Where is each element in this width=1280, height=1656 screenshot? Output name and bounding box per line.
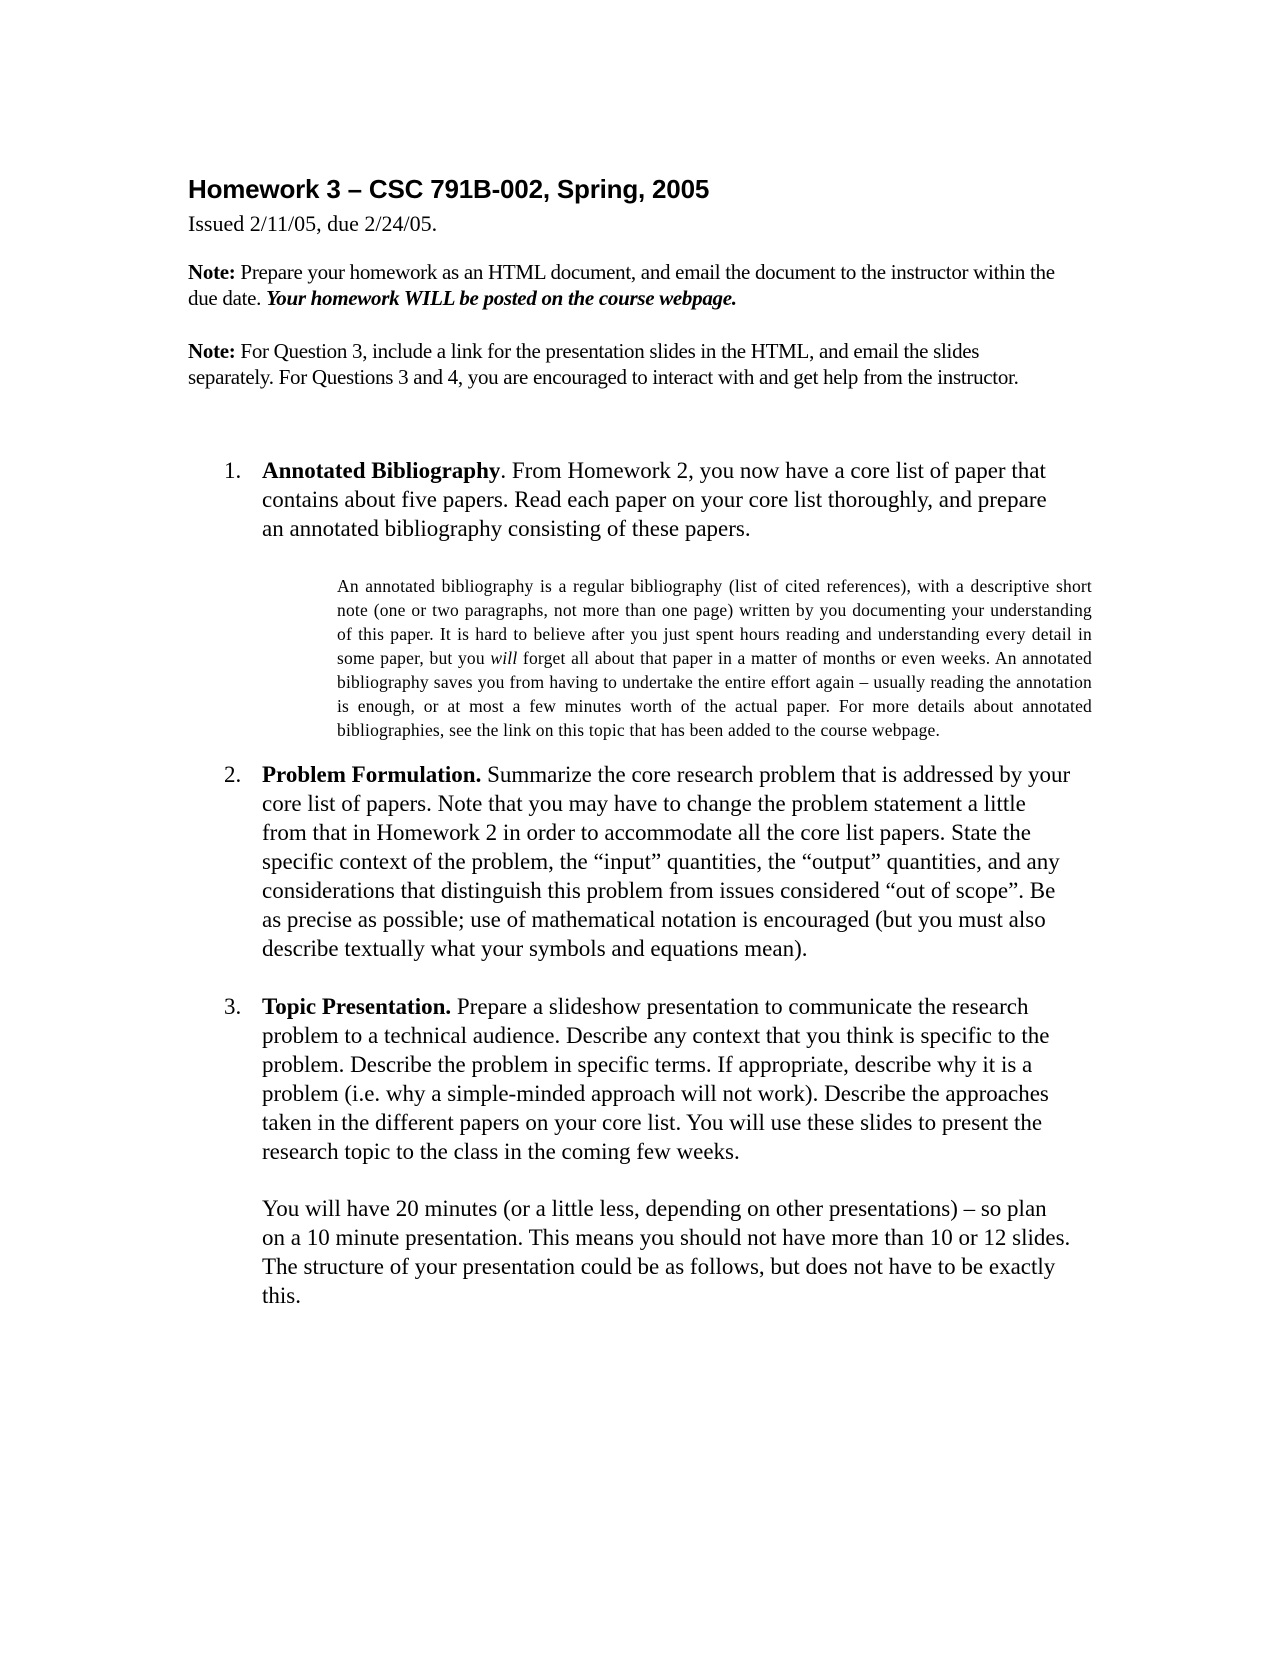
note-html-submission <box>188 259 1068 311</box>
question-heading: Problem Formulation. <box>262 762 482 787</box>
annotation-text-start: An annotated bibliography is a regular bibliography (list of cited references), with a descriptive short note (one or two paragraphs, not more than one page) written by you documenting your understanding of this paper. It is hard to believe after you just spent hours reading and understanding every detail in some paper, but you <box>337 576 1092 668</box>
question-list <box>224 456 1092 1310</box>
note-text: Prepare your homework as an HTML document, and email the document to the instructor within the due date. <box>188 260 1055 310</box>
question-body: Prepare a slideshow presentation to communicate the research problem to a technical audience. Describe any context that you think is specific to the problem. Describe the problem in specific terms. If appropriate, describe why it is a problem (i.e. why a simple-minded approach will not work). Describe the approaches taken in the different papers on your core list. You will use these slides to present the research topic to the class in the coming few weeks. <box>262 994 1050 1164</box>
note-emphasis: Your homework WILL be posted on the course webpage. <box>266 286 737 310</box>
page-title: Homework 3 – CSC 791B-002, Spring, 2005 <box>188 174 710 204</box>
annotation-text-end: forget all about that paper in a matter of months or even weeks. An annotated bibliography saves you from having to undertake the entire effort again – usually reading the annotation is enough, or at most a few minutes worth of the actual paper. For more details about annotated bibliographies, see the link on this topic that has been added to the course webpage. <box>337 648 1092 740</box>
question-text <box>262 456 1074 543</box>
question-body: Summarize the core research problem that is addressed by your core list of papers. Note that you may have to change the problem statement a little from that in Homework 2 in order to accommodate all the core list papers. State the specific context of the problem, the “input” quantities, the “output” quantities, and any considerations that distinguish this problem from issues considered “out of scope”. Be as precise as possible; use of mathematical notation is encouraged (but you must also describe textually what your symbols and equations mean). <box>262 762 1071 961</box>
annotation-emphasis: will <box>490 648 518 668</box>
question-problem-formulation <box>224 760 1084 963</box>
question-heading: Annotated Bibliography <box>262 458 501 483</box>
question-text <box>262 992 1074 1166</box>
question-annotated-bibliography <box>224 456 1092 742</box>
question-number: 2. <box>224 762 242 787</box>
document-page <box>188 172 1092 1308</box>
question-body: . From Homework 2, you now have a core list of paper that contains about five papers. Read each paper on your core list thoroughly, and prepare an annotated bibliography consisting of these papers. <box>262 458 1047 541</box>
question-heading: Topic Presentation. <box>262 994 452 1019</box>
note-label: Note: <box>188 260 236 284</box>
note-presentation-slides <box>188 338 1068 390</box>
note-text: For Question 3, include a link for the presentation slides in the HTML, and email the slides separately. For Questions 3 and 4, you are encouraged to interact with and get help from the instructor. <box>188 339 1019 389</box>
question-topic-presentation <box>224 992 1084 1310</box>
issued-dates: Issued 2/11/05, due 2/24/05. <box>188 211 438 236</box>
question-number: 3. <box>224 994 242 1019</box>
annotation-description <box>337 574 1092 742</box>
question-number: 1. <box>224 458 242 483</box>
question-text <box>262 760 1074 963</box>
note-label: Note: <box>188 339 236 363</box>
question-body-second-paragraph: You will have 20 minutes (or a little less, depending on other presentations) – so plan on a 10 minute presentation. This means you should not have more than 10 or 12 slides. The structure of your presentation could be as follows, but does not have to be exactly this. <box>262 1196 1071 1308</box>
